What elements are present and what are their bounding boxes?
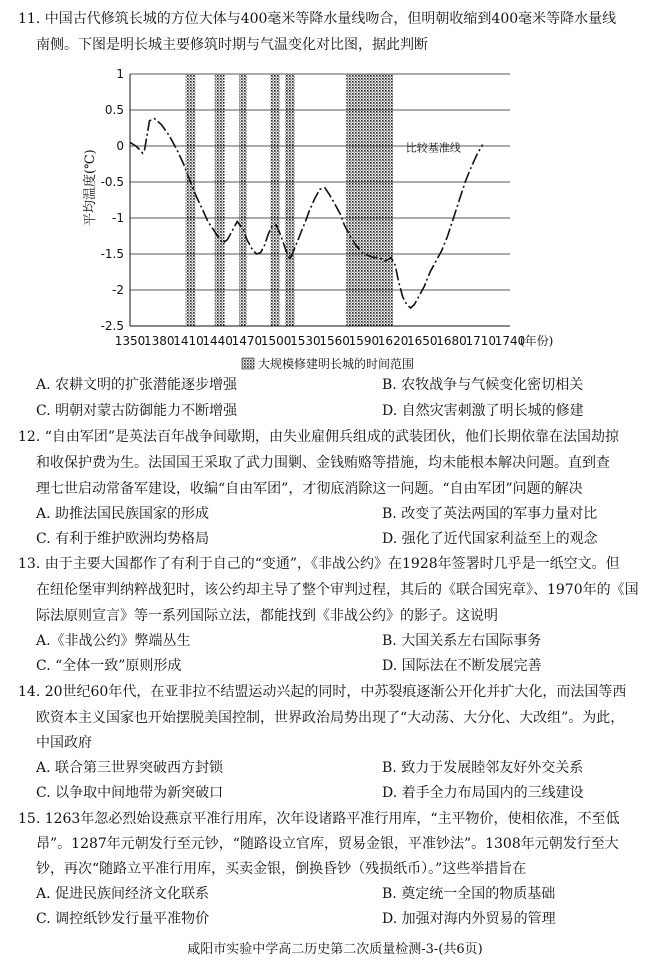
q11-option-c: C. 明朝对蒙古防御能力不断增强 [36, 403, 238, 419]
y-axis-label: 平均温度(℃) [83, 149, 98, 226]
q14-stem-line-2: 欧资本主义国家也开始摆脱美国控制，世界政治局势出现了“大动荡、大分化、大改组”。为此， [36, 710, 625, 726]
construction-band-3 [239, 74, 247, 326]
q11-option-d: D. 自然灾害刺激了明长城的修建 [382, 403, 584, 419]
q13-stem-line-1: 13. 由于主要大国都作了有利于自己的“变通”，《非战公约》在1928年签署时几乎是一纸空文。但 [18, 556, 620, 572]
q11-option-a: A. 农耕文明的扩张潜能逐步增强 [36, 377, 238, 393]
q12-stem-line-3: 理七世启动常备军建设，收编“自由军团”，才彻底消除这一问题。“自由军团”问题的解决 [36, 481, 583, 497]
y-tick-label: 1 [116, 67, 124, 81]
q15-option-d: D. 加强对海内外贸易的管理 [382, 911, 556, 927]
q14-option-d: D. 着手全力布局国内的三线建设 [382, 785, 584, 801]
q14-option-a: A. 联合第三世界突破西方封锁 [36, 760, 224, 776]
q13-option-c: C. “全体一致”原则形成 [36, 658, 182, 674]
temperature-chart [83, 66, 570, 372]
x-tick-label: 1500 [260, 334, 292, 348]
q14-stem-line-3: 中国政府 [36, 735, 92, 751]
x-tick-label: 1410 [173, 334, 204, 348]
q13-stem-line-2: 在纽伦堡审判纳粹战犯时，该公约却主导了整个审判过程，其后的《联合国宪章》、1970年的《国 [36, 582, 639, 598]
y-tick-label: 0.5 [104, 103, 124, 117]
q12-stem-line-2: 和收保护费为生。法国国王采取了武力围剿、金钱贿赂等措施，均未能根本解决问题。直到查 [36, 455, 610, 471]
q14-option-b: B. 致力于发展睦邻友好外交关系 [382, 760, 584, 776]
q15-stem-line-2: 昂”。1287年元朝发行至元钞，“随路设立官库，贸易金银，平准钞法”。1308年元朝发行至大 [36, 836, 619, 852]
construction-band-1 [186, 74, 196, 326]
x-tick-label: 1740 [494, 334, 526, 348]
q12-option-b: B. 改变了英法两国的军事力量对比 [382, 506, 598, 522]
x-tick-label: 1380 [143, 334, 175, 348]
x-tick-label: 1470 [231, 334, 263, 348]
q12-option-c: C. 有利于维护欧洲均势格局 [36, 531, 210, 547]
x-tick-label: 1440 [202, 334, 233, 348]
construction-band-5 [285, 74, 295, 326]
q11-stem-line-1: 11. 中国古代修筑长城的方位大体与400毫米等降水量线吻合，但明朝收缩到400毫米等降水量线 [18, 11, 617, 27]
y-tick-label: -1.5 [100, 247, 124, 261]
x-tick-label: 1650 [407, 334, 438, 348]
y-tick-label: -1 [112, 211, 124, 225]
y-tick-label: 0 [116, 139, 124, 153]
q14-option-c: C. 以争取中间地带为新突破口 [36, 785, 224, 801]
legend-swatch [242, 358, 254, 369]
q14-stem-line-1: 14. 20世纪60年代，在亚非拉不结盟运动兴起的同时，中苏裂痕逐渐公开化并扩大化，而法国等西 [18, 684, 627, 700]
x-tick-label: 1590 [348, 334, 380, 348]
x-tick-label: 1350 [114, 334, 146, 348]
construction-band-6 [346, 74, 393, 326]
y-tick-label: -2.5 [100, 319, 124, 333]
x-tick-label: 1680 [436, 334, 467, 348]
baseline-annotation: 比较基准线 [405, 141, 461, 155]
x-tick-label: 1710 [465, 334, 497, 348]
q12-option-d: D. 强化了近代国家利益至上的观念 [382, 531, 598, 547]
page-footer: 咸阳市实验中学高二历史第二次质量检测-3-(共6页) [187, 942, 483, 957]
y-tick-label: -2 [112, 283, 124, 297]
q13-option-d: D. 国际法在不断发展完善 [382, 658, 542, 674]
q11-stem-line-2: 南侧。下图是明长城主要修筑时期与气温变化对比图，据此判断 [36, 37, 428, 53]
q13-option-a: A.《非战公约》弊端丛生 [36, 633, 191, 649]
q13-stem-line-3: 际法原则宣言》等一系列国际立法，都能找到《非战公约》的影子。这说明 [36, 608, 498, 624]
y-tick-label: -0.5 [100, 175, 124, 189]
q13-option-b: B. 大国关系左右国际事务 [382, 633, 542, 649]
q15-stem-line-3: 钞，再次“随路立平准行用库，买卖金银，倒换昏钞（残损纸币）。”这些举措旨在 [36, 861, 527, 877]
construction-band-4 [270, 74, 280, 326]
q15-option-b: B. 奠定统一全国的物质基础 [382, 886, 556, 902]
legend-label: 大规模修建明长城的时间范围 [258, 357, 415, 371]
x-axis-label: (年份) [520, 334, 554, 348]
q15-option-c: C. 调控纸钞发行量平准物价 [36, 911, 210, 927]
q15-option-a: A. 促进民族间经济文化联系 [36, 886, 210, 902]
q15-stem-line-1: 15. 1263年忽必烈始设燕京平准行用库，次年设诸路平准行用库，“主平物价，使相依准，不至低 [18, 811, 620, 827]
x-tick-label: 1530 [290, 334, 321, 348]
q11-option-b: B. 农牧战争与气候变化密切相关 [382, 377, 584, 393]
x-tick-label: 1560 [319, 334, 350, 348]
construction-band-2 [215, 74, 225, 326]
q12-stem-line-1: 12. “自由军团”是英法百年战争间歇期，由失业雇佣兵组成的武装团伙，他们长期依靠在法国劫掠 [18, 429, 620, 445]
q12-option-a: A. 助推法国民族国家的形成 [36, 506, 210, 522]
x-tick-label: 1620 [377, 334, 409, 348]
